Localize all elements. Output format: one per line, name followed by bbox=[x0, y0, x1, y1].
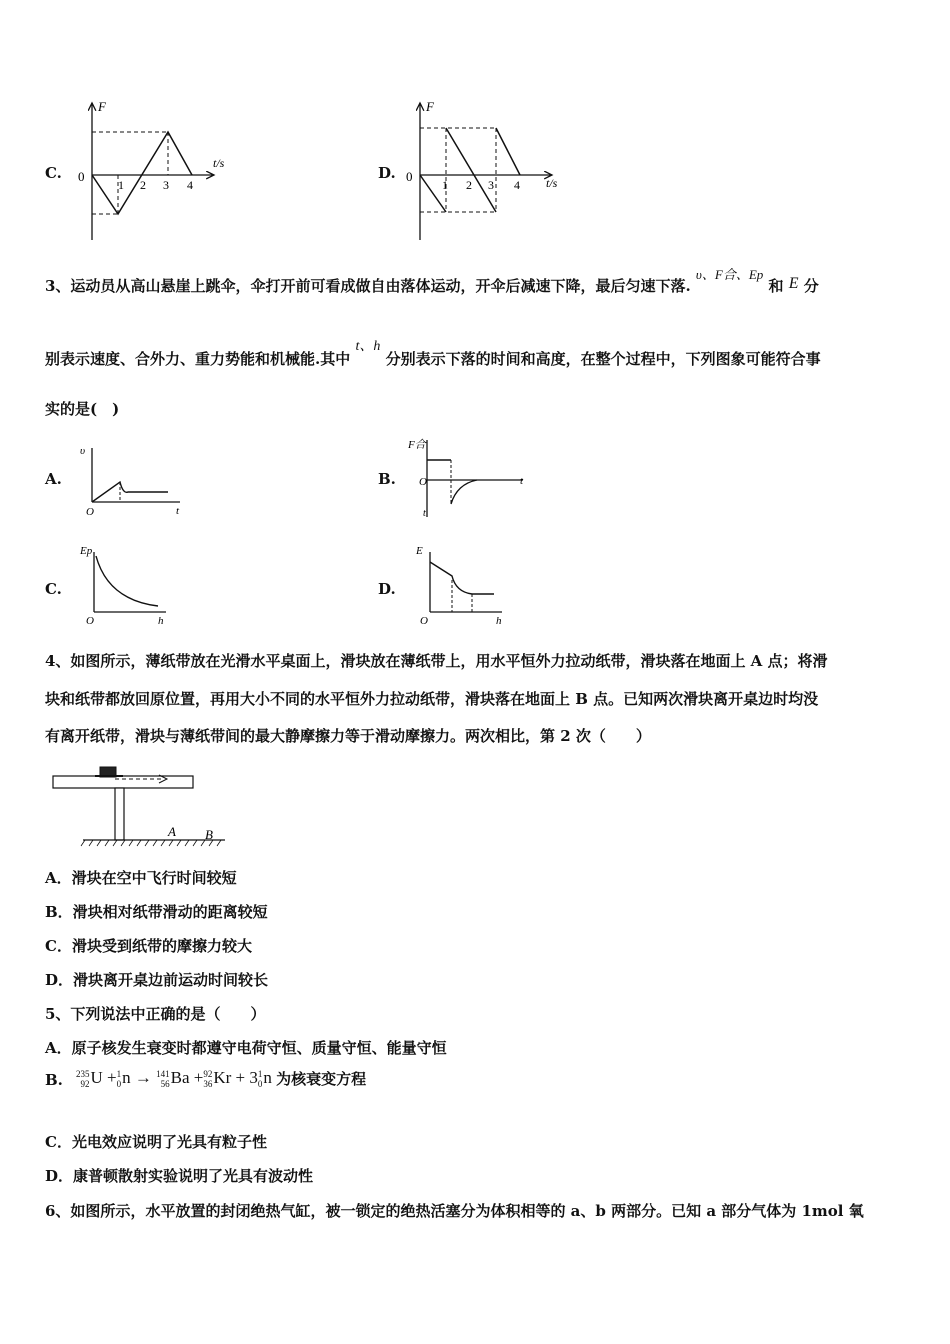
q3-option-c-label: C. bbox=[45, 580, 62, 598]
point-a-label: A bbox=[168, 824, 176, 839]
q3-option-d-label: D. bbox=[378, 580, 396, 598]
table-slider-figure bbox=[45, 760, 245, 855]
potential-energy-graph bbox=[78, 542, 178, 630]
nuclear-equation: 235 92U +1 0n → 141 56Ba +92 36Kr + 31 0n bbox=[76, 1068, 277, 1090]
tick-label: 3 bbox=[488, 178, 494, 192]
q3-line1: 3、运动员从高山悬崖上跳伞，伞打开前可看成做自由落体运动，开伞后减速下降，最后匀速下落. υ、F合、Ep 和 E 分 bbox=[45, 267, 819, 295]
force-time-graph bbox=[405, 432, 530, 522]
origin-label: O bbox=[86, 506, 94, 518]
q6-line1: 6、如图所示，水平放置的封闭绝热气缸，被一锁定的绝热活塞分为体积相等的 a、b 两部分。已知 a 部分气体为 1mol 氧 bbox=[45, 1202, 864, 1220]
q4-option-c[interactable]: C．滑块受到纸带的摩擦力较大 bbox=[45, 937, 252, 955]
q3-option-a-label: A. bbox=[45, 470, 62, 488]
axis-e-label: E bbox=[416, 545, 423, 557]
axis-v-label: υ bbox=[80, 445, 86, 457]
axis-t-label: t/s bbox=[213, 156, 225, 170]
q4-option-b[interactable]: B．滑块相对纸带滑动的距离较短 bbox=[45, 903, 268, 921]
q4-option-d[interactable]: D．滑块离开桌边前运动时间较长 bbox=[45, 971, 269, 989]
tick-label: 3 bbox=[163, 178, 169, 192]
mechanical-energy-graph bbox=[412, 542, 512, 630]
q5-option-b[interactable] bbox=[45, 1068, 366, 1089]
q5-option-b-label: B. bbox=[45, 1071, 63, 1090]
option-c-label: C. bbox=[45, 164, 62, 182]
axis-t-label: t bbox=[176, 505, 180, 517]
force-graph-c bbox=[72, 95, 247, 245]
q3-line3: 实的是( ) bbox=[45, 400, 120, 418]
tick-label: 1 bbox=[442, 178, 448, 192]
axis-h-label: h bbox=[158, 615, 164, 627]
q3-option-b-label: B. bbox=[378, 470, 396, 488]
point-b-label: B bbox=[205, 827, 213, 842]
q4-line1: 4、如图所示，薄纸带放在光滑水平桌面上，滑块放在薄纸带上，用水平恒外力拉动纸带，滑块落在地面上 A 点；将滑 bbox=[45, 652, 828, 670]
origin-label: 0 bbox=[406, 169, 413, 184]
q4-option-a[interactable]: A．滑块在空中飞行时间较短 bbox=[45, 869, 237, 887]
axis-t-below: t bbox=[423, 508, 426, 519]
tick-label: 4 bbox=[514, 178, 520, 192]
force-graph-d bbox=[400, 95, 575, 245]
origin-label: O bbox=[419, 476, 427, 488]
axis-h-label: h bbox=[496, 615, 502, 627]
velocity-time-graph bbox=[80, 440, 190, 520]
tick-label: 2 bbox=[140, 178, 146, 192]
q4-line2: 块和纸带都放回原位置，再用大小不同的水平恒外力拉动纸带，滑块落在地面上 B 点。已知两次滑块离开桌边时均没 bbox=[45, 690, 819, 708]
origin-label: O bbox=[86, 615, 94, 627]
q5-option-b-suffix: 为核衰变方程 bbox=[276, 1070, 367, 1089]
q5-option-d[interactable]: D．康普顿散射实验说明了光具有波动性 bbox=[45, 1167, 314, 1185]
axis-f-label: F bbox=[98, 99, 106, 114]
axis-f-label: F bbox=[426, 99, 434, 114]
origin-label: O bbox=[420, 615, 428, 627]
q5-option-c[interactable]: C．光电效应说明了光具有粒子性 bbox=[45, 1133, 267, 1151]
tick-label: 4 bbox=[187, 178, 193, 192]
axis-f-label: F合 bbox=[408, 439, 426, 451]
q4-line3: 有离开纸带，滑块与薄纸带间的最大静摩擦力等于滑动摩擦力。两次相比，第 2 次（ ） bbox=[45, 727, 651, 745]
tick-label: 1 bbox=[118, 178, 124, 192]
axis-t-label: t bbox=[520, 475, 524, 487]
tick-label: 2 bbox=[466, 178, 472, 192]
q5-option-a[interactable]: A．原子核发生衰变时都遵守电荷守恒、质量守恒、能量守恒 bbox=[45, 1039, 447, 1057]
q3-line2: 别表示速度、合外力、重力势能和机械能.其中 t、h 分别表示下落的时间和高度，在整个过程中，下列图象可能符合事 bbox=[45, 339, 821, 368]
origin-label: 0 bbox=[78, 169, 85, 184]
axis-ep-label: Ep bbox=[80, 545, 93, 557]
option-d-label: D. bbox=[378, 164, 396, 182]
axis-t-label: t/s bbox=[546, 176, 558, 190]
q5-stem: 5、下列说法中正确的是（ ） bbox=[45, 1005, 266, 1023]
